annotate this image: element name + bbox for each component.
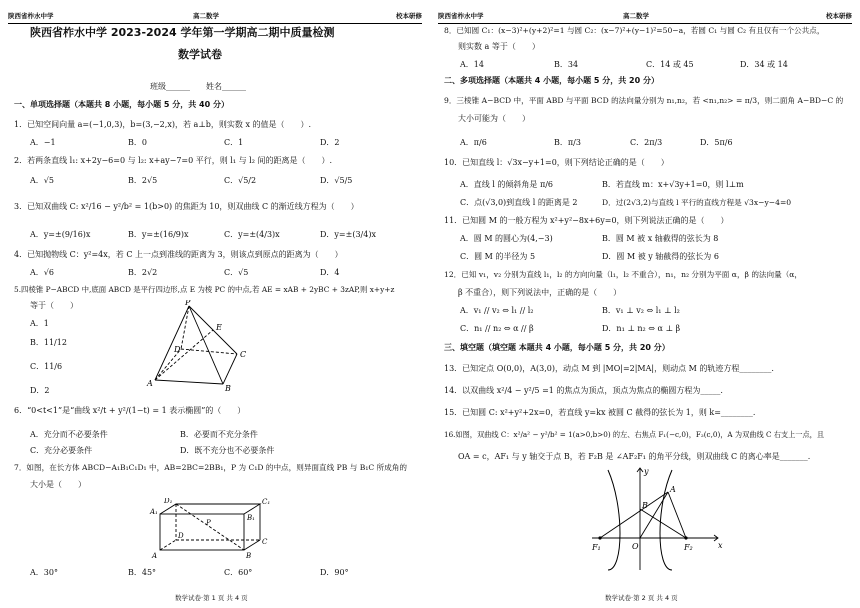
- fig7-label-d1: D₁: [164, 498, 173, 505]
- question-16: 16.如图，双曲线 C：x²/a² − y²/b² = 1(a>0,b>0) 的左、右焦点 F₁(−c,0)，F₂(c,0)，A 为双曲线 C 右支上一点，且: [444, 430, 825, 439]
- q7-option-c: C．60°: [224, 568, 253, 577]
- q1-option-a: A．−1: [30, 138, 56, 147]
- question-11: 11．已知圆 M 的一般方程为 x²+y²−8x+6y=0，则下列说法正确的是（ ）: [444, 216, 729, 225]
- question-8: 8．已知圆 C₁：(x−3)²+(y+2)²=1 与圆 C₂：(x−7)²+(y−1)²=50−a，若圆 C₁ 与圆 C₂ 有且仅有一个公共点，: [444, 26, 825, 35]
- page-footer: 数学试卷·第 1 页 共 4 页: [175, 594, 248, 602]
- fig16-label-o: O: [632, 542, 639, 551]
- fig5-label-b: B: [225, 384, 231, 392]
- q2-option-b: B．2√5: [128, 176, 158, 185]
- q7-option-d: D．90°: [320, 568, 349, 577]
- q2-option-c: C．√5/2: [224, 176, 257, 185]
- fig5-label-c: C: [240, 350, 247, 359]
- fig7-label-d: D: [178, 532, 184, 540]
- hyperbola-figure: [590, 466, 726, 572]
- question-2: 2．若两条直线 l₁: x+2y−6=0 与 l₂: x+ay−7=0 平行，则 l₁ 与 l₂ 间的距离是（ ）.: [14, 156, 333, 165]
- q3-option-a: A．y=±(9/16)x: [30, 230, 91, 239]
- question-4: 4．已知抛物线 C：y²=4x，若 C 上一点到准线的距离为 3，则该点到原点的距离为（ ）: [14, 250, 343, 259]
- question-7: 7．如图，在长方体 ABCD−A₁B₁C₁D₁ 中，AB=2BC=2BB₁，P 为 C₁D 的中点，则异面直线 PB 与 B₁C 所成角的: [14, 463, 407, 472]
- q5-option-a: A．1: [30, 319, 49, 328]
- question-5: 5.四棱锥 P−ABCD 中,底面 ABCD 是平行四边形,点 E 为棱 PC 的中点,若 AE = xAB + 2yBC + 3zAP,则 x+y+z: [14, 285, 395, 294]
- q4-option-b: B．2√2: [128, 268, 158, 277]
- q3-option-d: D．y=±(3/4)x: [320, 230, 376, 239]
- fig16-label-x: x: [718, 541, 723, 550]
- fig7-label-c1: C₁: [262, 498, 271, 506]
- question-13: 13．已知定点 O(0,0)，A(3,0)，动点 M 到 |MO|=2|MA|，则动点 M 的轨迹方程________.: [444, 364, 774, 373]
- section-3-heading: 三、填空题（填空题 本题共 4 小题，每小题 5 分，共 20 分）: [444, 343, 670, 352]
- header-tag: 校本研修: [826, 12, 852, 20]
- fig16-label-f1: F₁: [592, 543, 601, 552]
- fig16-label-a: A: [670, 485, 676, 494]
- q5-option-d: D．2: [30, 386, 50, 395]
- fig16-label-b: B: [642, 501, 648, 510]
- q1-option-b: B．0: [128, 138, 147, 147]
- q10-option-b: B．若直线 m：x+√3y+1=0，则 l⊥m: [602, 180, 744, 189]
- question-6: 6．“0<t<1”是“曲线 x²/t + y²/(1−t) = 1 表示椭圆”的（ ）: [14, 406, 246, 415]
- q2-option-a: A．√5: [30, 176, 54, 185]
- q4-option-c: C．√5: [224, 268, 249, 277]
- q7-option-b: B．45°: [128, 568, 157, 577]
- q7-option-a: A．30°: [30, 568, 58, 577]
- section-2-heading: 二、多项选择题（本题共 4 小题，每小题 5 分，共 20 分）: [444, 76, 659, 85]
- question-8-cont: 则实数 a 等于（ ）: [458, 42, 540, 51]
- page-2: [430, 0, 860, 608]
- q11-option-a: A．圆 M 的圆心为(4,−3): [460, 234, 553, 243]
- exam-subtitle: 数学试卷: [178, 48, 222, 61]
- q1-option-d: D．2: [320, 138, 340, 147]
- fig7-label-b1: B₁: [247, 514, 255, 522]
- question-14: 14．以双曲线 x²/4 − y²/5 =1 的焦点为顶点，顶点为焦点的椭圆方程为_____.: [444, 386, 723, 395]
- q9-option-b: B．π/3: [554, 138, 581, 147]
- question-12: 12．已知 v₁，v₂ 分别为直线 l₁，l₂ 的方向向量（l₁，l₂ 不重合），n₁，n₂ 分别为平面 α，β 的法向量（α，: [444, 270, 803, 279]
- header-subject: 高二数学: [193, 12, 219, 20]
- header-tag: 校本研修: [396, 12, 422, 20]
- q6-option-d: D．既不充分也不必要条件: [180, 446, 275, 455]
- q2-option-d: D．√5/5: [320, 176, 353, 185]
- page-footer: 数学试卷·第 2 页 共 4 页: [605, 594, 678, 602]
- q3-option-c: C．y=±(4/3)x: [224, 230, 280, 239]
- fig16-label-f2: F₂: [684, 543, 693, 552]
- q10-option-d: D．过(2√3,2)与直线 l 平行的直线方程是 √3x−y−4=0: [602, 198, 792, 207]
- exam-title: 陕西省柞水中学 2023-2024 学年第一学期高二期中质量检测: [30, 26, 335, 39]
- q12-option-a: A．v₁ // v₂ ⇔ l₁ // l₂: [460, 306, 534, 315]
- q11-option-b: B．圆 M 被 x 轴截得的弦长为 8: [602, 234, 719, 243]
- q3-option-b: B．y=±(16/9)x: [128, 230, 189, 239]
- question-9: 9．三棱锥 A−BCD 中，平面 ABD 与平面 BCD 的法向量分别为 n₁,n₂，若 <n₁,n₂> = π/3，则二面角 A−BD−C 的: [444, 96, 844, 105]
- q6-option-c: C．充分必要条件: [30, 446, 93, 455]
- header-school: 陕西省柞水中学: [8, 12, 54, 20]
- q8-option-d: D．34 或 14: [740, 60, 788, 69]
- fig5-label-a: A: [147, 379, 153, 388]
- q8-option-a: A．14: [460, 60, 484, 69]
- q9-option-a: A．π/6: [460, 138, 487, 147]
- question-5-cont: 等于（ ）: [30, 301, 78, 310]
- page-header: [8, 11, 422, 24]
- q5-option-c: C．11/6: [30, 362, 63, 371]
- q5-option-b: B．11/12: [30, 338, 67, 347]
- q12-option-b: B．v₁ ⊥ v₂ ⇔ l₁ ⊥ l₂: [602, 306, 680, 315]
- q1-option-c: C．1: [224, 138, 244, 147]
- class-name-line: 班级______ 姓名______: [150, 82, 246, 91]
- question-15: 15．已知圆 C: x²+y²+2x=0，若直线 y=kx 被圆 C 截得的弦长为 1，则 k=________.: [444, 408, 756, 417]
- question-16-cont: OA = c，AF₁ 与 y 轴交于点 B，若 F₂B 是 ∠AF₂F₁ 的角平分线，则双曲线 C 的离心率是_______.: [458, 452, 811, 461]
- q8-option-c: C．14 或 45: [646, 60, 694, 69]
- q11-option-c: C．圆 M 的半径为 5: [460, 252, 536, 261]
- fig5-label-e: E: [216, 323, 222, 332]
- question-12-cont: β 不重合），则下列说法中，正确的是（ ）: [458, 288, 622, 297]
- q11-option-d: D．圆 M 被 y 轴截得的弦长为 6: [602, 252, 719, 261]
- question-1: 1．已知空间向量 a=(−1,0,3)，b=(3,−2,x)，若 a⊥b，则实数 x 的值是（ ）.: [14, 120, 312, 129]
- question-3: 3．已知双曲线 C: x²/16 − y²/b² = 1(b>0) 的焦距为 10，则双曲线 C 的渐近线方程为（ ）: [14, 202, 359, 211]
- fig5-label-p: P: [185, 300, 191, 307]
- page-header: [438, 11, 852, 24]
- pyramid-figure: [145, 300, 260, 392]
- q8-option-b: B．34: [554, 60, 579, 69]
- cuboid-figure: [148, 498, 276, 560]
- question-9-cont: 大小可能为（ ）: [458, 114, 530, 123]
- header-school: 陕西省柞水中学: [438, 12, 484, 20]
- fig7-label-a: A: [152, 552, 158, 560]
- question-10: 10．已知直线 l：√3x−y+1=0，则下列结论正确的是（ ）: [444, 158, 669, 167]
- q12-option-d: D．n₁ ⊥ n₂ ⇔ α ⊥ β: [602, 324, 681, 333]
- q9-option-d: D．5π/6: [700, 138, 733, 147]
- fig7-label-p: P: [206, 519, 211, 527]
- q6-option-a: A．充分而不必要条件: [30, 430, 108, 439]
- q10-option-a: A．直线 l 的倾斜角是 π/6: [460, 180, 554, 189]
- section-1-heading: 一、单项选择题（本题共 8 小题，每小题 5 分，共 40 分）: [14, 100, 229, 109]
- fig7-label-c: C: [262, 538, 268, 546]
- q12-option-c: C．n₁ // n₂ ⇔ α // β: [460, 324, 534, 333]
- q10-option-c: C．点(√3,0)到直线 l 的距离是 2: [460, 198, 578, 207]
- fig7-label-a1: A₁: [150, 508, 158, 516]
- fig7-label-b: B: [246, 552, 252, 560]
- q6-option-b: B．必要而不充分条件: [180, 430, 258, 439]
- q4-option-a: A．√6: [30, 268, 54, 277]
- q4-option-d: D．4: [320, 268, 340, 277]
- question-7-cont: 大小是（ ）: [30, 480, 86, 489]
- fig5-label-d: D: [174, 345, 181, 354]
- q9-option-c: C．2π/3: [630, 138, 663, 147]
- fig16-label-y: y: [644, 467, 649, 476]
- header-subject: 高二数学: [623, 12, 649, 20]
